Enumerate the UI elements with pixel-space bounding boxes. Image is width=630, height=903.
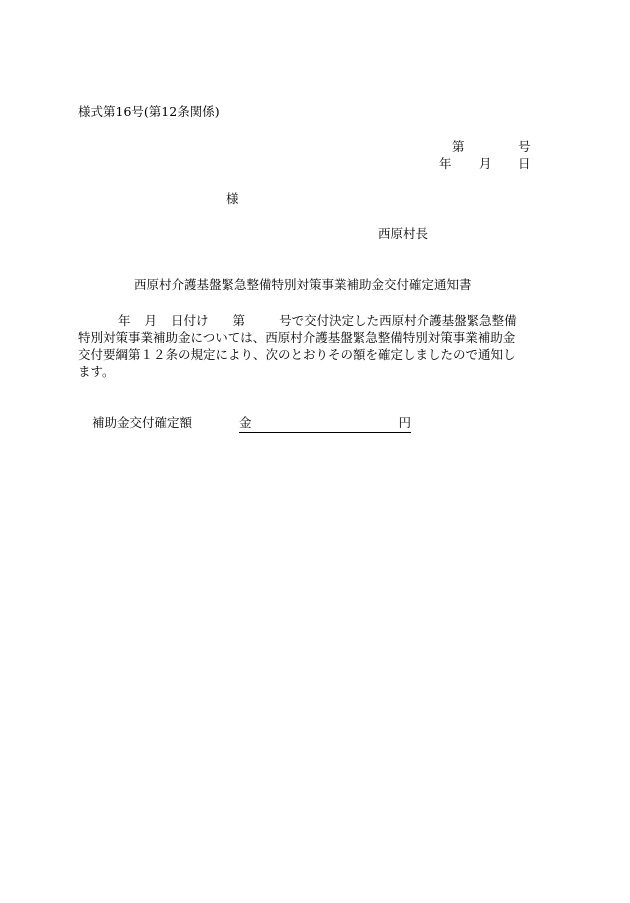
body-dai: 第 <box>232 313 246 328</box>
amount-kin: 金 <box>239 415 252 430</box>
body-month: 月 <box>144 313 158 328</box>
amount-field <box>239 417 411 433</box>
form-number-label: 様式第16号(第12条関係) <box>78 104 220 119</box>
body-line-1-rest: 号で交付決定した西原村介護基盤緊急整備 <box>279 313 517 328</box>
recipient-honorific: 様 <box>226 191 239 206</box>
document-title: 西原村介護基盤緊急整備特別対策事業補助金交付確定通知書 <box>134 277 472 292</box>
body-paragraph <box>78 312 550 380</box>
reference-dai: 第 <box>452 139 465 154</box>
body-line-3: 交付要綱第１２条の規定により、次のとおりその額を確定しましたので通知し <box>78 347 516 362</box>
body-line-4: ます。 <box>78 364 115 379</box>
amount-label: 補助金交付確定額 <box>92 415 193 430</box>
date-month: 月 <box>479 156 492 171</box>
body-year: 年 <box>118 313 131 328</box>
date-day: 日 <box>518 156 531 171</box>
date-year: 年 <box>439 156 452 171</box>
reference-go: 号 <box>518 139 531 154</box>
body-date-suffix: 日付け <box>171 313 209 328</box>
body-line-2: 特別対策事業補助金については、西原村介護基盤緊急整備特別対策事業補助金 <box>78 330 516 345</box>
body-line-1 <box>78 312 550 329</box>
issuer-name: 西原村長 <box>378 226 429 241</box>
amount-en: 円 <box>398 415 411 430</box>
